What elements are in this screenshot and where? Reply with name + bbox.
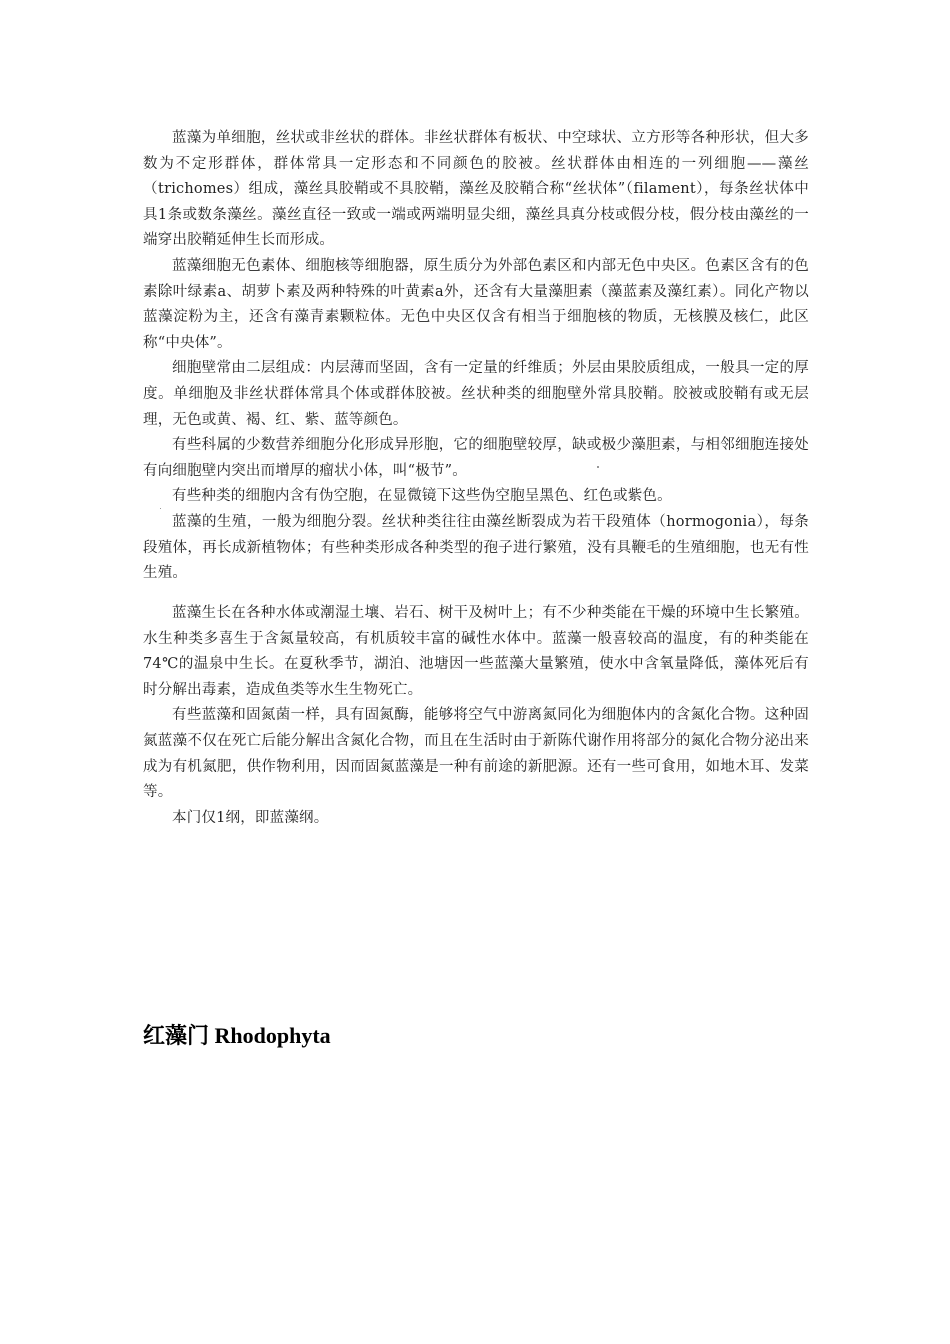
scan-speck bbox=[160, 508, 161, 509]
paragraph: 有些科属的少数营养细胞分化形成异形胞，它的细胞壁较厚，缺或极少藻胆素，与相邻细胞连接处有向细胞壁内突出而增厚的瘤状小体，叫“极节”。 bbox=[143, 437, 809, 479]
paragraph: 本门仅1纲，即蓝藻纲。 bbox=[172, 809, 329, 826]
paragraph: 细胞壁常由二层组成：内层薄而坚固，含有一定量的纤维质；外层由果胶质组成，一般具一定的厚度。单细胞及非丝状群体常具个体或群体胶被。丝状种类的细胞壁外常具胶鞘。胶被或胶鞘有或无层理，无色或黄、褐、红、紫、蓝等颜色。 bbox=[143, 360, 809, 428]
section-cyanophyta-morphology bbox=[143, 126, 809, 587]
paragraph: 有些种类的细胞内含有伪空胞，在显微镜下这些伪空胞呈黑色、红色或紫色。 bbox=[172, 488, 672, 505]
paragraph: 蓝藻生长在各种水体或潮湿土壤、岩石、树干及树叶上；有不少种类能在干燥的环境中生长繁殖。水生种类多喜生于含氮量较高，有机质较丰富的碱性水体中。蓝藻一般喜较高的温度，有的种类能在74℃的温泉中生长。在夏秋季节，湖泊、池塘因一些蓝藻大量繁殖，使水中含氧量降低，藻体死后有时分解出毒素，造成鱼类等水生生物死亡。 bbox=[143, 605, 809, 698]
section-cyanophyta-ecology bbox=[143, 601, 809, 831]
paragraph: 蓝藻细胞无色素体、细胞核等细胞器，原生质分为外部色素区和内部无色中央区。色素区含有的色素除叶绿素a、胡萝卜素及两种特殊的叶黄素a外，还含有大量藻胆素（藻蓝素及藻红素）。同化产物以蓝藻淀粉为主，还含有藻青素颗粒体。无色中央区仅含有相当于细胞核的物质，无核膜及核仁，此区称“中央体”。 bbox=[143, 257, 809, 351]
scan-speck bbox=[597, 466, 599, 468]
paragraph: 有些蓝藻和固氮菌一样，具有固氮酶，能够将空气中游离氮同化为细胞体内的含氮化合物。这种固氮蓝藻不仅在死亡后能分解出含氮化合物，而且在生活时由于新陈代谢作用将部分的氮化合物分泌出来成为有机氮肥，供作物利用，因而固氮蓝藻是一种有前途的新肥源。还有一些可食用，如地木耳、发菜等。 bbox=[143, 707, 809, 801]
paragraph: 蓝藻的生殖，一般为细胞分裂。丝状种类往往由藻丝断裂成为若干段殖体（hormogonia），每条段殖体，再长成新植物体；有些种类形成各种类型的孢子进行繁殖，没有具鞭毛的生殖细胞，也无有性生殖。 bbox=[143, 513, 809, 582]
paragraph: 蓝藻为单细胞，丝状或非丝状的群体。非丝状群体有板状、中空球状、立方形等各种形状，但大多数为不定形群体，群体常具一定形态和不同颜色的胶被。丝状群体由相连的一列细胞——藻丝（trichomes）组成，藻丝具胶鞘或不具胶鞘，藻丝及胶鞘合称“丝状体”（filament），每条丝状体中具1条或数条藻丝。藻丝直径一致或一端或两端明显尖细，藻丝具真分枝或假分枝，假分枝由藻丝的一端穿出胶鞘延伸生长而形成。 bbox=[143, 130, 809, 249]
section-heading: 红藻门 Rhodophyta bbox=[143, 1023, 331, 1048]
